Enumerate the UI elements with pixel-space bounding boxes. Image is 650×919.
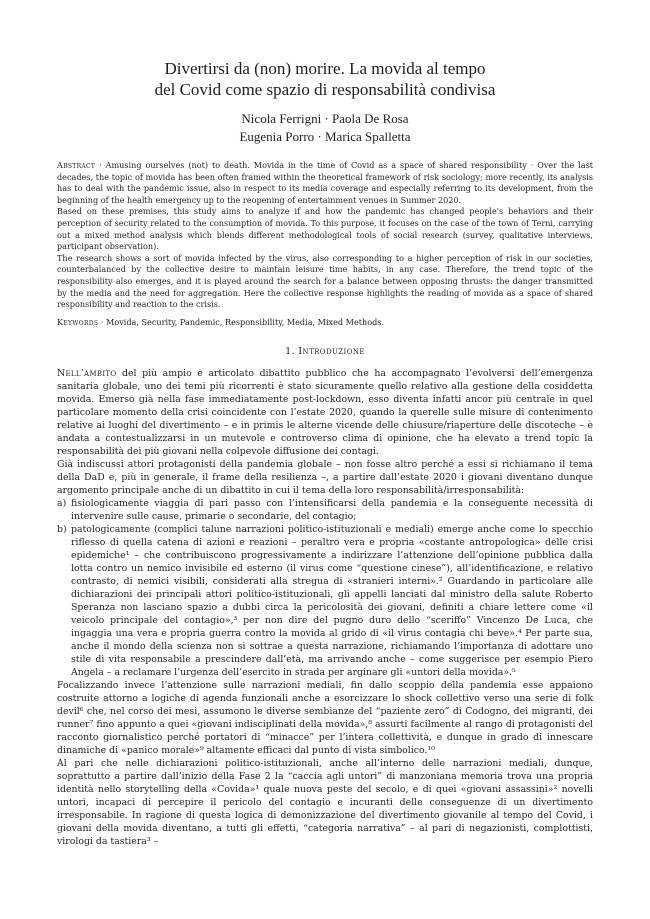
abstract-label: Abstract: [57, 160, 96, 170]
abstract-paragraph-2: Based on these premises, this study aims to analyze if and how the pandemic has changed people's behaviors and their perception of security related to the consumption of movida. To this purpose, it focuses on the case of the town of Terni, carrying out a mixed method analysis which blends different methodological tools of social research (survey, qualitative interviews, participant observation).: [57, 206, 593, 252]
lead-in: Nell’ambito: [57, 368, 117, 380]
section-heading: 1. Introduzione: [285, 346, 365, 358]
body-text: [57, 367, 593, 848]
keywords-label: Keywords: [57, 316, 99, 327]
list-text-a: fisiologicamente viaggia di pari passo con l’intensificarsi della pandemia e la conseguente necessità di intervenire sulle cause, primarie o secondarie, del contagio;: [71, 498, 593, 523]
authors-line-2: Eugenia Porro · Marica Spalletta: [239, 129, 411, 144]
body-paragraph-1: [57, 367, 593, 458]
body-paragraph-4: Al pari che nelle dichiarazioni politico-istituzionali, anche all’interno delle narrazioni mediali, dunque, soprattutto a partire dall’inizio della Fase 2 la “caccia agli untori” di manzoniana memoria trova una propria identità nello storytelling della «Covida»¹ quale nuova peste del secolo, e di quei «giovani assassini»² novelli untori, incapaci di percepire il pericolo del contagio e incuranti delle conseguenze di un divertimento irresponsabile. In ragione di questa logica di demonizzazione del divertimento giovanile al tempo del Covid, i giovani della movida diventano, a tutti gli effetti, “categoria narrativa” – al pari di negazionisti, complottisti, virologi da tastiera³ –: [57, 758, 593, 848]
body-paragraph-3: Focalizzando invece l’attenzione sulle narrazioni mediali, fin dallo scoppio della pandemia esse appaiono costruite attorno a logiche di agenda funzionali anche a esorcizzare lo shock collettivo verso una serie di folk devil⁶ che, nel corso dei mesi, assumono le diverse sembianze del “paziente zero” di Codogno, dei migranti, dei runner⁷ fino appunto a quei «giovani indisciplinati della movida»,⁸ assurti facilmente al rango di protagonisti del racconto giornalistico perché portatori di “minacce” per l’intera collettività, e dunque in grado di innescare dinamiche di «panico morale»⁹ altamente efficaci dal punto di vista simbolico.¹⁰: [57, 680, 593, 757]
abstract-paragraph-3: The research shows a sort of movida infected by the virus, also corresponding to a higher perception of risk in our societies, counterbalanced by the collective desire to maintain leisure time habits, in any case. Therefore, the trend topic of the responsibility also emerges, and it is played around the search for a balance between opposing thrusts: the danger transmitted by the media and the need for aggregation. Here the collective response highlights the reading of movida as a space of shared responsibility and reaction to the crisis.: [57, 252, 593, 310]
list-item-a: [57, 497, 593, 523]
title-line-1: Divertirsi da (non) morire. La movida al tempo: [164, 59, 486, 78]
abstract-paragraph-1: [57, 160, 593, 206]
list-marker-b: b): [57, 524, 67, 536]
body-paragraph-2: Già indiscussi attori protagonisti della pandemia globale – non fosse altro perché a essi si richiamano il tema della DaD e, più in generale, il frame della resilienza –, a partire dall’estate 2020 i giovani diventano dunque argomento principale anche di un dibattito in cui il tema della loro responsabilità/irresponsabilità:: [57, 459, 593, 497]
authors-line-1: Nicola Ferrigni · Paola De Rosa: [241, 111, 409, 126]
list-marker-a: a): [57, 498, 67, 510]
keywords: [57, 317, 593, 329]
abstract: [57, 160, 593, 311]
paper-title: [57, 58, 593, 100]
body-paragraph-1-text: del più ampio e articolato dibattito pubblico che ha accompagnato l’evolversi dell’emergenza sanitaria globale, uno dei temi più ricorrenti è stato sicuramente quello relativo alla gestione della cosiddetta movida. Emerso già nella fase immediatamente post-lockdown, esso diventa infatti ancor più centrale in quel particolare momento della crisi coincidente con l’estate 2020, quando la querelle sulle misure di contenimento relative ai luoghi del divertimento – e in primis le alterne vicende delle chiusure/riaperture delle discoteche – è andata a contestualizzarsi in un mutevole e controverso clima di opinione, che ha elevato a trend topic la responsabilità dei più giovani nella colpevole diffusione dei contagi.: [57, 368, 593, 458]
abstract-text-1: · Amusing ourselves (not) to death. Movida in the time of Covid as a space of shared responsibility · Over the last decades, the topic of movida has been often framed within the theoretical framework of risk sociology; more recently, its analysis has to deal with the pandemic issue, also in respect to its media coverage and especially referring to its development, from the beginning of the health emergency up to the reopening of entertainment venues in Summer 2020.: [57, 160, 593, 205]
list-text-b: patologicamente (complici talune narrazioni politico-istituzionali e mediali) emerge anche come lo specchio riflesso di quella catena di azioni e reazioni – peraltro vera e propria «costante antropologica» delle crisi epidemiche¹ – che contribuiscono progressivamente a indirizzare l’attenzione dell’opinione pubblica dalla lotta contro un nemico invisibile ed esterno (il virus come “questione cinese”), all’identificazione, e relativo contrasto, di nemici visibili, considerati alla stregua di «stranieri interni».² Guardando in particolare alle dichiarazioni dei principali attori politico-istituzionali, gli appelli lanciati dal ministro della salute Roberto Speranza non lasciano spazio a dubbi circa la pericolosità dei giovani, definiti a chiare lettere come «il veicolo principale del contagio»,³ per non dire del pugno duro dello “sceriffo” Vincenzo De Luca, che ingaggia una vera e propria guerra contro la movida al grido di «il virus contagia chi beve».⁴ Per parte sua, anche il mondo della scienza non si sottrae a questa narrazione, richiamando l’importanza di adottare uno stile di vita responsabile a prescindere dall’età, ma arrivando anche – come suggerisce per esempio Piero Angela – a reclamare l’urgenza dell’esercito in strada per arginare gli «untori della movida».⁵: [71, 524, 593, 679]
authors: [57, 110, 593, 146]
keywords-text: · Movida, Security, Pandemic, Responsibility, Media, Mixed Methods.: [98, 316, 384, 327]
title-line-2: del Covid come spazio di responsabilità condivisa: [154, 80, 496, 99]
list-item-b: [57, 523, 593, 679]
